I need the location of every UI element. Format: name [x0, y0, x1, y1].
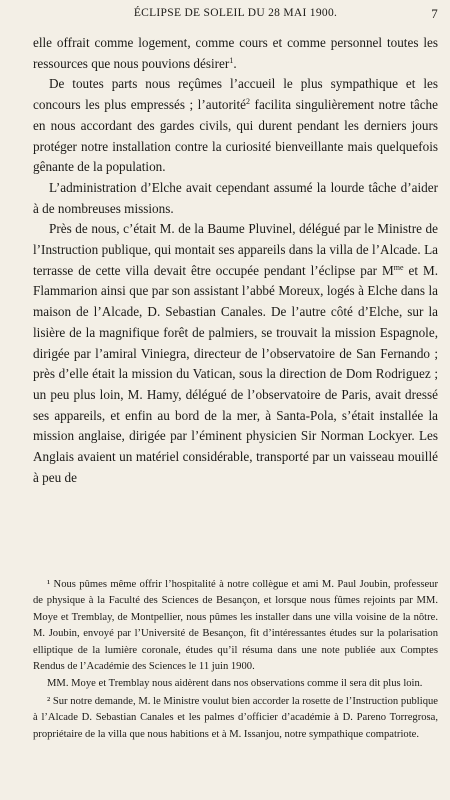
page-header [33, 7, 438, 25]
footnotes [33, 577, 438, 744]
main-text [33, 33, 438, 488]
footnote-2: ² Sur notre demande, M. le Ministre voulut bien accorder la rosette de l’Instruction publique à l’Alcade D. Sebastian Canales et les palmes d’officier d’académie à D. Pareno Torregrosa, propriétaire de la villa que nous habitions et à M. Issanjou, notre sympathique compatriote. [33, 695, 438, 740]
paragraph-3: L’administration d’Elche avait cependant assumé la lourde tâche d’aider à de nombreuses missions. [33, 179, 438, 216]
running-title: ÉCLIPSE DE SOLEIL DU 28 MAI 1900. [133, 7, 338, 19]
paragraph-1: elle offrait comme logement, comme cours et comme personnel toutes les ressources que nous pouvions désirer$^1$. [33, 35, 438, 71]
paragraph-4: Près de nous, c’était M. de la Baume Pluvinel, délégué par le Ministre de l’Instruction publique, qui montait ses appareils dans la villa de l’Alcade. La terrasse de cette villa devait être occupée pendant l’éclipse par $M^{me}$ et M. Flammarion ainsi que par son assistant l’abbé Moreux, logés à Elche dans la maison de l’Alcade, D. Sebastian Canales. De l’autre côté d’Elche, sur la lisière de la magnifique forêt de palmiers, se trouvait la mission Espagnole, dirigée par l’amiral Viniegra, directeur de l’observatoire de San Fernando ; près d’elle était la mission du Vatican, sous la direction de Dom Rodriguez ; un peu plus loin, M. Hamy, délégué de l’observatoire de Paris, avait dressé ses appareils, et enfin au bord de la mer, à Santa-Pola, s’était installée la mission anglaise, dirigée par l’éminent physicien Sir Norman Lockyer. Les Anglais avaient un matériel considérable, transporté par un vaisseau mouillé à peu de [33, 221, 438, 485]
paragraph-2: De toutes parts nous reçûmes l’accueil le plus sympathique et les concours les plus empressés ; l’autorité$^2$ facilita singulièrement notre tâche en nous accordant des gardes civils, qui durent pendant les derniers jours protéger notre installation contre la curiosité bienveillante mais quelquefois gênante de la population. [33, 76, 438, 175]
superscript-me: me [393, 262, 404, 272]
page-number: 7 [431, 6, 438, 21]
footnote-1: ¹ Nous pûmes même offrir l’hospitalité à notre collègue et ami M. Paul Joubin, professeur de physique à la Faculté des Sciences de Besançon, et lorsque nous fûmes rejoints par MM. Moye et Tremblay, de Montpellier, nous pûmes les installer dans une villa voisine de la nôtre. M. Joubin, envoyé par l’Université de Besançon, fit d’intéressantes études sur la polarisation elliptique de la lumière coronale, études qu’il résuma dans une note publiée aux Comptes Rendus de l’Académie des Sciences le 11 juin 1900. [33, 579, 438, 673]
footnote-ref-2[interactable]: 2 [246, 97, 251, 107]
footnote-1-continued: MM. Moye et Tremblay nous aidèrent dans nos observations comme il sera dit plus loin. [47, 678, 423, 690]
footnote-ref-1[interactable]: 1 [229, 55, 234, 65]
